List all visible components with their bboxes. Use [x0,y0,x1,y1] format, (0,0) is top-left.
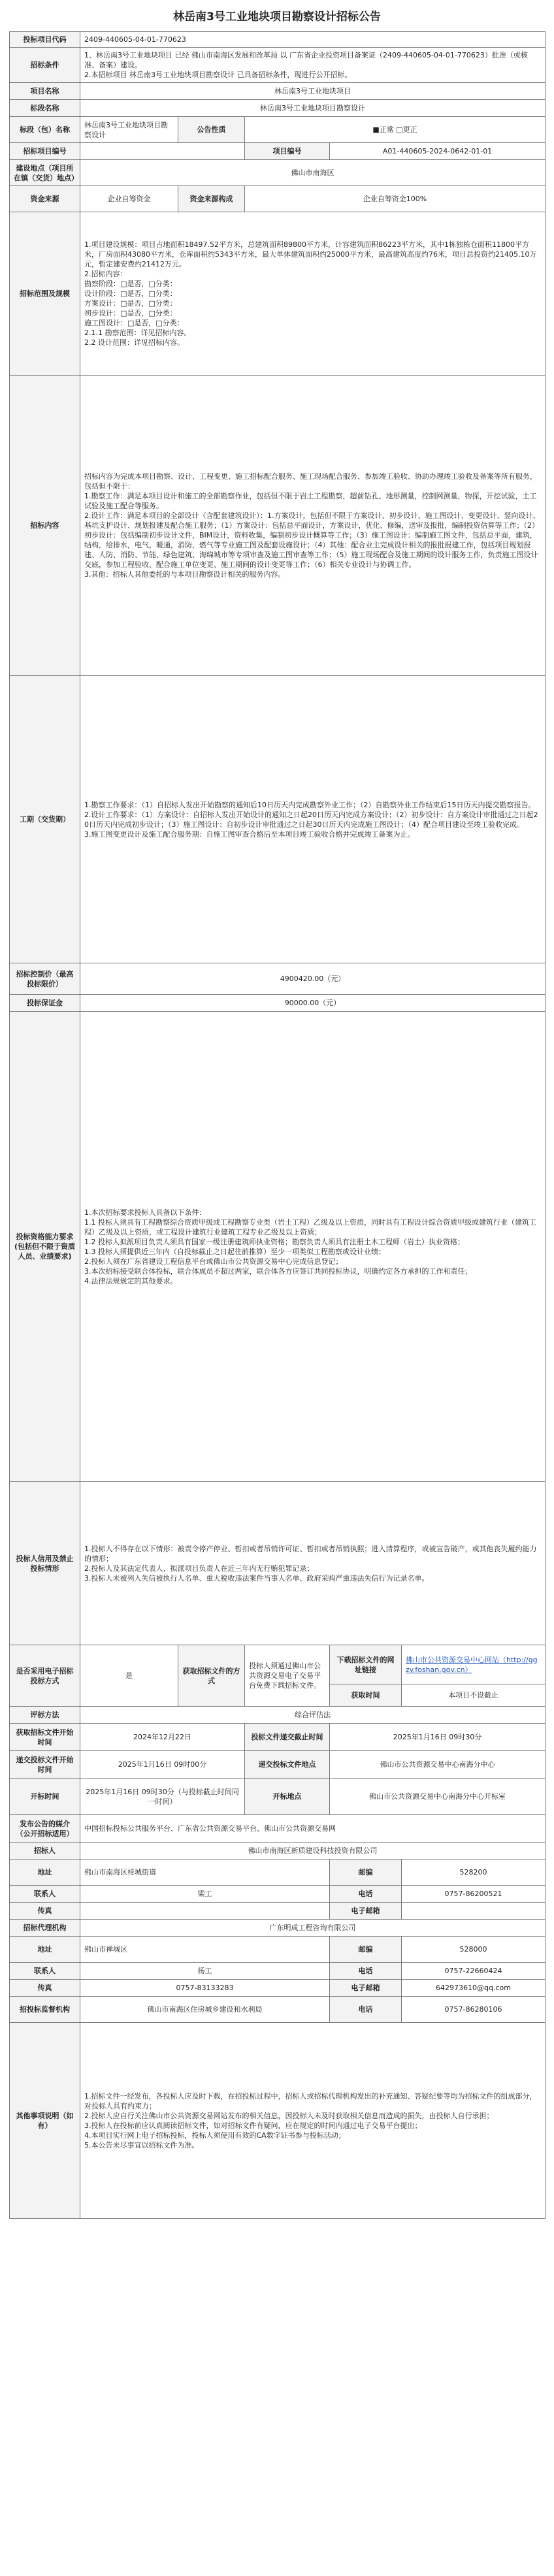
open-time-label: 开标时间 [10,1779,80,1815]
announcement-nature-label: 公告性质 [178,117,245,143]
agent-fax-label: 传真 [10,1980,80,1997]
content-value: 招标内容为完成本项目勘察、设计、工程变更、施工招标配合服务、施工现场配合服务、参加竣工验收、协助办理竣工验收及备案等所有服务，包括但不限于： 1.勘察工作：满足本项目设计和施工的全部勘察作业，包括但不限于岩土工程勘察，超前钻孔、地形测量，控制网测量，物探，开挖试验，土工试验及施工配合等服务。 2.设计工作：满足本项目的全部设计（含配套建筑设计）：1.方案设计，包括但不限于方案设计、初步设计、施工图设计、变更设计、竖向设计、基坑支护设计、规划报建及配合施工服务；（1）方案设计：包括总平面设计，方案设计，优化、修编，送审及报批，编制投资估算等工作；（2）初步设计：包括编制初步设计文件，BIM设计，资料收集，编制初步设计概算等工作；（3）施工图设计：编制施工图文件，包括总平面，建筑，结构，给排水，电气，暖通，消防，燃气等专业施工图及配套设施设计；（4）其他：配合业主完成设计相关的报批报建工作，包括项目规划报建、人防、消防、节能、绿色建筑、海绵城市等专项审查及施工图审查等工作；（5）施工现场配合及施工期间的设计服务工作，负责施工图设计交底，参加工程验收、配合施工单位变更、施工期间的设计变更等工作；（6）相关专业设计与协调工作。 3.其他：招标人其他委托的与本项目勘察设计相关的服务内容。 [80,376,546,676]
supervisor-value: 佛山市南海区住房城乡建设和水利局 [80,1997,330,2023]
funds-structure-label: 资金来源构成 [178,186,245,212]
tenderer-tel-value: 0757-86200521 [402,1886,546,1903]
agent-tel-value: 0757-22660424 [402,1963,546,1980]
start-value: 2024年12月22日 [80,1724,245,1751]
content-label: 招标内容 [10,376,80,676]
item-code-label: 项目编号 [245,143,330,160]
submit-place-value: 佛山市公共资源交易中心南海分中心 [330,1751,546,1779]
conditions-value: 1、林岳南3号工业地块项目 已经 佛山市南海区发展和改革局 以 广东省企业投资项目备案证（2409-440605-04-01-770623）批准（或核准、备案）建设。 2.本招标项目 林岳南3号工业地块项目勘察设计 已具备招标条件，现进行公开招标。 [80,48,546,83]
bid-section-value: 林岳南3号工业地块项目勘察设计 [80,117,178,143]
ebid-label: 是否采用电子招标投标方式 [10,1645,80,1707]
bid-section-label: 标段（包）名称 [10,117,80,143]
tenderer-label: 招标人 [10,1843,80,1860]
record-code-label: 招标项目编号 [10,143,80,160]
tenderer-contact-value: 梁工 [80,1886,330,1903]
credit-value: 1.投标人不得存在以下情形：被责令停产停业、暂扣或者吊销许可证、暂扣或者吊销执照；进入清算程序，或被宣告破产，或其他丧失履约能力的情形； 2.投标人及其法定代表人、拟派项目负责人在近三年内无行贿犯罪记录； 3.投标人未被列入失信被执行人名单、重大税收违法案件当事人名单、政府采购严重违法失信行为记录名单。 [80,1482,546,1645]
schedule-value: 1.勘察工作要求：（1）自招标人发出开始勘察的通知后10日历天内完成勘察外业工作；（2）自勘察外业工作结束后15日历天内提交勘察报告。 2.设计工作要求：（1）方案设计：自招标人发出开始设计的通知之日起20日历天内完成方案设计；（2）初步设计：自方案设计审批通过之日起20日历天内完成初步设计；（3）施工图设计：自初步设计审批通过之日起30日历天内完成施工图设计；（4）配合项目建设至竣工验收完成。 3.施工图变更设计及施工配合服务期：自施工图审查合格后至本项目竣工验收合格并完成竣工备案为止。 [80,676,546,963]
deadline-label: 投标文件递交截止时间 [245,1724,330,1751]
tenderer-tel-label: 电话 [330,1886,402,1903]
supervisor-tel-label: 电话 [330,1997,402,2023]
bid-name-value: 林岳南3号工业地块项目勘察设计 [80,100,546,117]
agent-address-value: 佛山市禅城区 [80,1937,330,1963]
open-time-value: 2025年1月16日 09时30分（与投标截止时间同一时间） [80,1779,245,1815]
notes-value: 1.招标文件一经发布，各投标人应及时下载，在招投标过程中，招标人或招标代理机构发出的补充通知、答疑纪要等均为招标文件的组成部分，对投标人具有约束力； 2.投标人应自行关注佛山市公共资源交易网站发布的相关信息，因投标人未及时获取相关信息而造成的损失，由投标人自行承担； 3.投标人在投标前应认真阅读招标文件，如对招标文件有疑问，应在规定的时间内通过电子交易平台提出； 4.本项目实行网上电子招标投标，投标人须使用有效的CA数字证书参与投标活动； 5.本公告未尽事宜以招标文件为准。 [80,2023,546,2219]
agent-contact-label: 联系人 [10,1963,80,1980]
project-code-label: 投标项目代码 [10,32,80,48]
control-price-label: 招标控制价（最高投标限价） [10,963,80,995]
funds-source-value: 企业自筹资金 [80,186,178,212]
deposit-value: 90000.00（元） [80,995,546,1012]
schedule-label: 工期（交货期） [10,676,80,963]
submit-start-value: 2025年1月16日 09时00分 [80,1751,245,1779]
tenderer-address-label: 地址 [10,1860,80,1886]
open-place-label: 开标地点 [245,1779,330,1815]
item-code-value: A01-440605-2024-0642-01-01 [330,143,546,160]
tenderer-zip-label: 邮编 [330,1860,402,1886]
publish-label: 发布公告的媒介（公开招标适用） [10,1815,80,1843]
funds-label: 资金来源 [10,186,80,212]
page-title: 林岳南3号工业地块项目勘察设计招标公告 [173,10,381,24]
supervisor-tel-value: 0757-86280106 [402,1997,546,2023]
requirements-value: 1.本次招标要求投标人具备以下条件： 1.1 投标人须具有工程勘察综合资质甲级或工程勘察专业类（岩土工程）乙级及以上资质，同时具有工程设计综合资质甲级或建筑行业（建筑工程）乙级及以上资质，或工程设计建筑行业建筑工程专业乙级及以上资质； 1.2 投标人拟派项目负责人须具有国家一级注册建筑师执业资格；勘察负责人须具有注册土木工程师（岩土）执业资格； 1.3 投标人须提供近三年内（自投标截止之日起往前推算）至少一项类似工程勘察或设计业绩； 2.投标人须在广东省建设工程信息平台或佛山市公共资源交易中心完成信息登记； 3.本次招标接受联合体投标，联合体成员不超过两家，联合体各方应签订共同投标协议，明确约定各方承担的工作和责任； 4.法律法规规定的其他要求。 [80,1012,546,1482]
bid-name-label: 标段名称 [10,100,80,117]
announcement-table [9,31,546,2219]
publish-value: 中国招标投标公共服务平台、广东省公共资源交易平台、佛山市公共资源交易网 [80,1815,546,1843]
submit-start-label: 递交投标文件开始时间 [10,1751,80,1779]
project-code-value: 2409-440605-04-01-770623 [80,32,546,48]
download-url-link[interactable]: 佛山市公共资源交易中心网站（http://ggzy.foshan.gov.cn） [406,1655,538,1674]
file-method-label: 获取招标文件的方式 [178,1645,245,1707]
notes-label: 其他事项说明（如有） [10,2023,80,2219]
tenderer-email-label: 电子邮箱 [330,1903,402,1920]
agent-zip-label: 邮编 [330,1937,402,1963]
deposit-label: 投标保证金 [10,995,80,1012]
agent-fax-value: 0757-83133283 [80,1980,330,1997]
page [9,0,545,2219]
agent-value: 广东明成工程咨询有限公司 [80,1920,546,1937]
download-url-value[interactable] [402,1645,546,1684]
agent-contact-value: 杨工 [80,1963,330,1980]
project-name-label: 项目名称 [10,83,80,100]
agent-email-label: 电子邮箱 [330,1980,402,1997]
ebid-value: 是 [80,1645,178,1707]
record-code-value [80,143,245,160]
file-time-value: 本项目不设截止 [402,1684,546,1707]
tenderer-zip-value: 528200 [402,1860,546,1886]
tenderer-fax-value [80,1903,330,1920]
project-name-value: 林岳南3号工业地块项目 [80,83,546,100]
download-url-label: 下载招标文件的网址链接 [330,1645,402,1684]
agent-tel-label: 电话 [330,1963,402,1980]
tenderer-address-value: 佛山市南海区桂城街道 [80,1860,330,1886]
eval-label: 评标方法 [10,1707,80,1724]
tenderer-contact-label: 联系人 [10,1886,80,1903]
file-method-value: 投标人须通过佛山市公共资源交易电子交易平台免费下载招标文件。 [245,1645,330,1707]
tenderer-email-value [402,1903,546,1920]
agent-address-label: 地址 [10,1937,80,1963]
credit-label: 投标人信用及禁止投标情形 [10,1482,80,1645]
tenderer-value: 佛山市南海区新质建设科技投资有限公司 [80,1843,546,1860]
location-value: 佛山市南海区 [80,160,546,186]
location-label: 建设地点（项目所在镇（交货）地点） [10,160,80,186]
submit-place-label: 递交投标文件地点 [245,1751,330,1779]
conditions-label: 招标条件 [10,48,80,83]
file-time-label: 获取时间 [330,1684,402,1707]
open-place-value: 佛山市公共资源交易中心南海分中心开标室 [330,1779,546,1815]
start-label: 获取招标文件开始时间 [10,1724,80,1751]
requirements-label: 投标资格能力要求(包括但不限于资质人员、业绩要求) [10,1012,80,1482]
supervisor-label: 招投标监督机构 [10,1997,80,2023]
control-price-value: 4900420.00（元） [80,963,546,995]
funds-structure-value: 企业自筹资金100% [245,186,546,212]
eval-value: 综合评估法 [80,1707,546,1724]
scope-label: 招标范围及规模 [10,212,80,376]
scope-value: 1.项目建设规模：项目占地面积18497.52平方米，总建筑面积89800平方米，计容建筑面积86223平方米，其中1栋独栋仓面积11800平方米，厂房面积43080平方米，仓库面积约5343平方米，最大单体建筑面积约25000平方米，最高建筑高度约76米，项目总投资约21405.10万元，暂定建安费约21412万元。 2.招标内容： 勘察阶段：□是否，□分类： 设计阶段：□是否，□分类： 方案设计：□是否，□分类： 初步设计：□是否，□分类： 施工图设计：□是否，□分类： 2.1.1 勘察范围：详见招标内容。 2.2 设计范围：详见招标内容。 [80,212,546,376]
tenderer-fax-label: 传真 [10,1903,80,1920]
agent-label: 招标代理机构 [10,1920,80,1937]
deadline-value: 2025年1月16日 09时30分 [330,1724,546,1751]
announcement-nature-value: ■正常 □更正 [245,117,546,143]
agent-email-value: 642973610@qq.com [402,1980,546,1997]
agent-zip-value: 528000 [402,1937,546,1963]
